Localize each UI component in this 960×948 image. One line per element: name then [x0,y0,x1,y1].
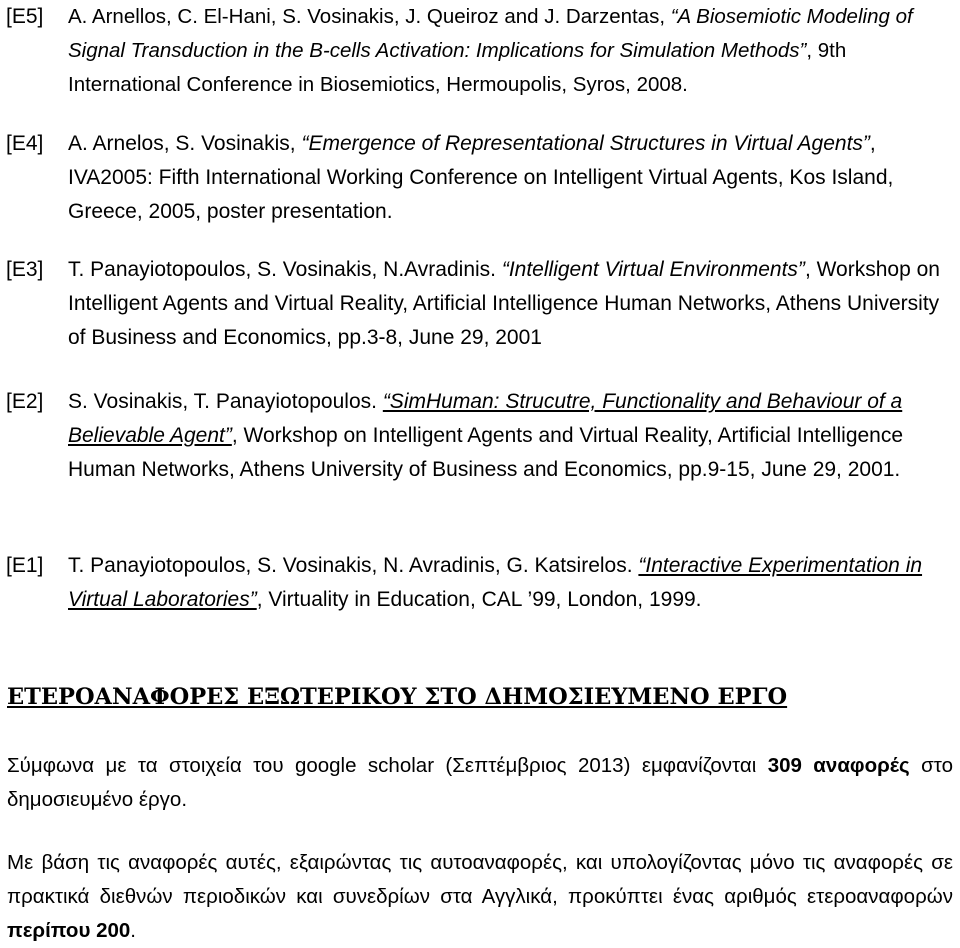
citation-count: 309 αναφορές [767,754,910,777]
reference-text [68,549,948,617]
reference-label: [E4] [6,132,44,155]
paragraph-text: στο δημοσιευμένο έργο. [7,754,953,811]
reference-title: “Interactive Experimentation in Virtual Laboratories” [68,554,923,611]
reference-text [68,385,948,487]
reference-venue: , Virtuality in Education, CAL ’99, London, 1999. [256,588,702,611]
reference-title: “Emergence of Representational Structures in Virtual Agents” [301,132,870,155]
citations-paragraph [7,749,953,817]
reference-venue: , Workshop on Intelligent Agents and Virtual Reality, Artificial Intelligence Human Networks, Athens University of Business and Economics, pp.9-15, June 29, 2001. [68,424,904,481]
reference-label: [E2] [6,390,44,413]
paragraph-text: Με βάση τις αναφορές αυτές, εξαιρώντας τις αυτοαναφορές, και υπολογίζοντας μόνο τις αναφορές σε πρακτικά διεθνών περιοδικών και συνεδρίων στα Αγγλικά, προκύπτει ένας αριθμός ετεροαναφορών [7,851,953,908]
paragraph-text: Σύμφωνα με τα στοιχεία του google scholar (Σεπτέμβριος 2013) εμφανίζονται [7,754,768,777]
hetero-citations-paragraph [7,846,953,948]
reference-label: [E5] [6,5,44,28]
reference-label: [E1] [6,554,44,577]
reference-text [68,0,948,102]
reference-title: “Intelligent Virtual Environments” [501,258,805,281]
reference-authors: T. Panayiotopoulos, S. Vosinakis, N.Avradinis. [68,258,502,281]
reference-authors: S. Vosinakis, T. Panayiotopoulos. [68,390,383,413]
reference-text [68,127,948,229]
reference-venue: , Workshop on Intelligent Agents and Virtual Reality, Artificial Intelligence Human Networks, Athens University of Business and Economics, pp.3-8, June 29, 2001 [68,258,940,349]
paragraph-text: . [130,919,136,942]
reference-venue: , IVA2005: Fifth International Working Conference on Intelligent Virtual Agents, Kos Island, Greece, 2005, poster presentation. [68,132,894,223]
reference-authors: T. Panayiotopoulos, S. Vosinakis, N. Avradinis, G. Katsirelos. [68,554,639,577]
hetero-citation-count: περίπου 200 [7,919,131,942]
section-heading: ΕΤΕΡΟΑΝΑΦΟΡΕΣ ΕΞΩΤΕΡΙΚΟΥ ΣΤΟ ΔΗΜΟΣΙΕΥΜΕΝΟ ΕΡΓΟ [7,684,788,710]
reference-title: “A Biosemiotic Modeling of Signal Transduction in the B-cells Activation: Implications for Simulation Methods” [68,5,913,62]
reference-title: “SimHuman: Strucutre, Functionality and Behaviour of a Believable Agent” [68,390,903,447]
reference-label: [E3] [6,258,44,281]
reference-authors: A. Arnelos, S. Vosinakis, [68,132,302,155]
reference-venue: , 9th International Conference in Biosemiotics, Hermoupolis, Syros, 2008. [68,39,847,96]
reference-text [68,253,948,355]
reference-authors: A. Arnellos, C. El-Hani, S. Vosinakis, J. Queiroz and J. Darzentas, [68,5,671,28]
